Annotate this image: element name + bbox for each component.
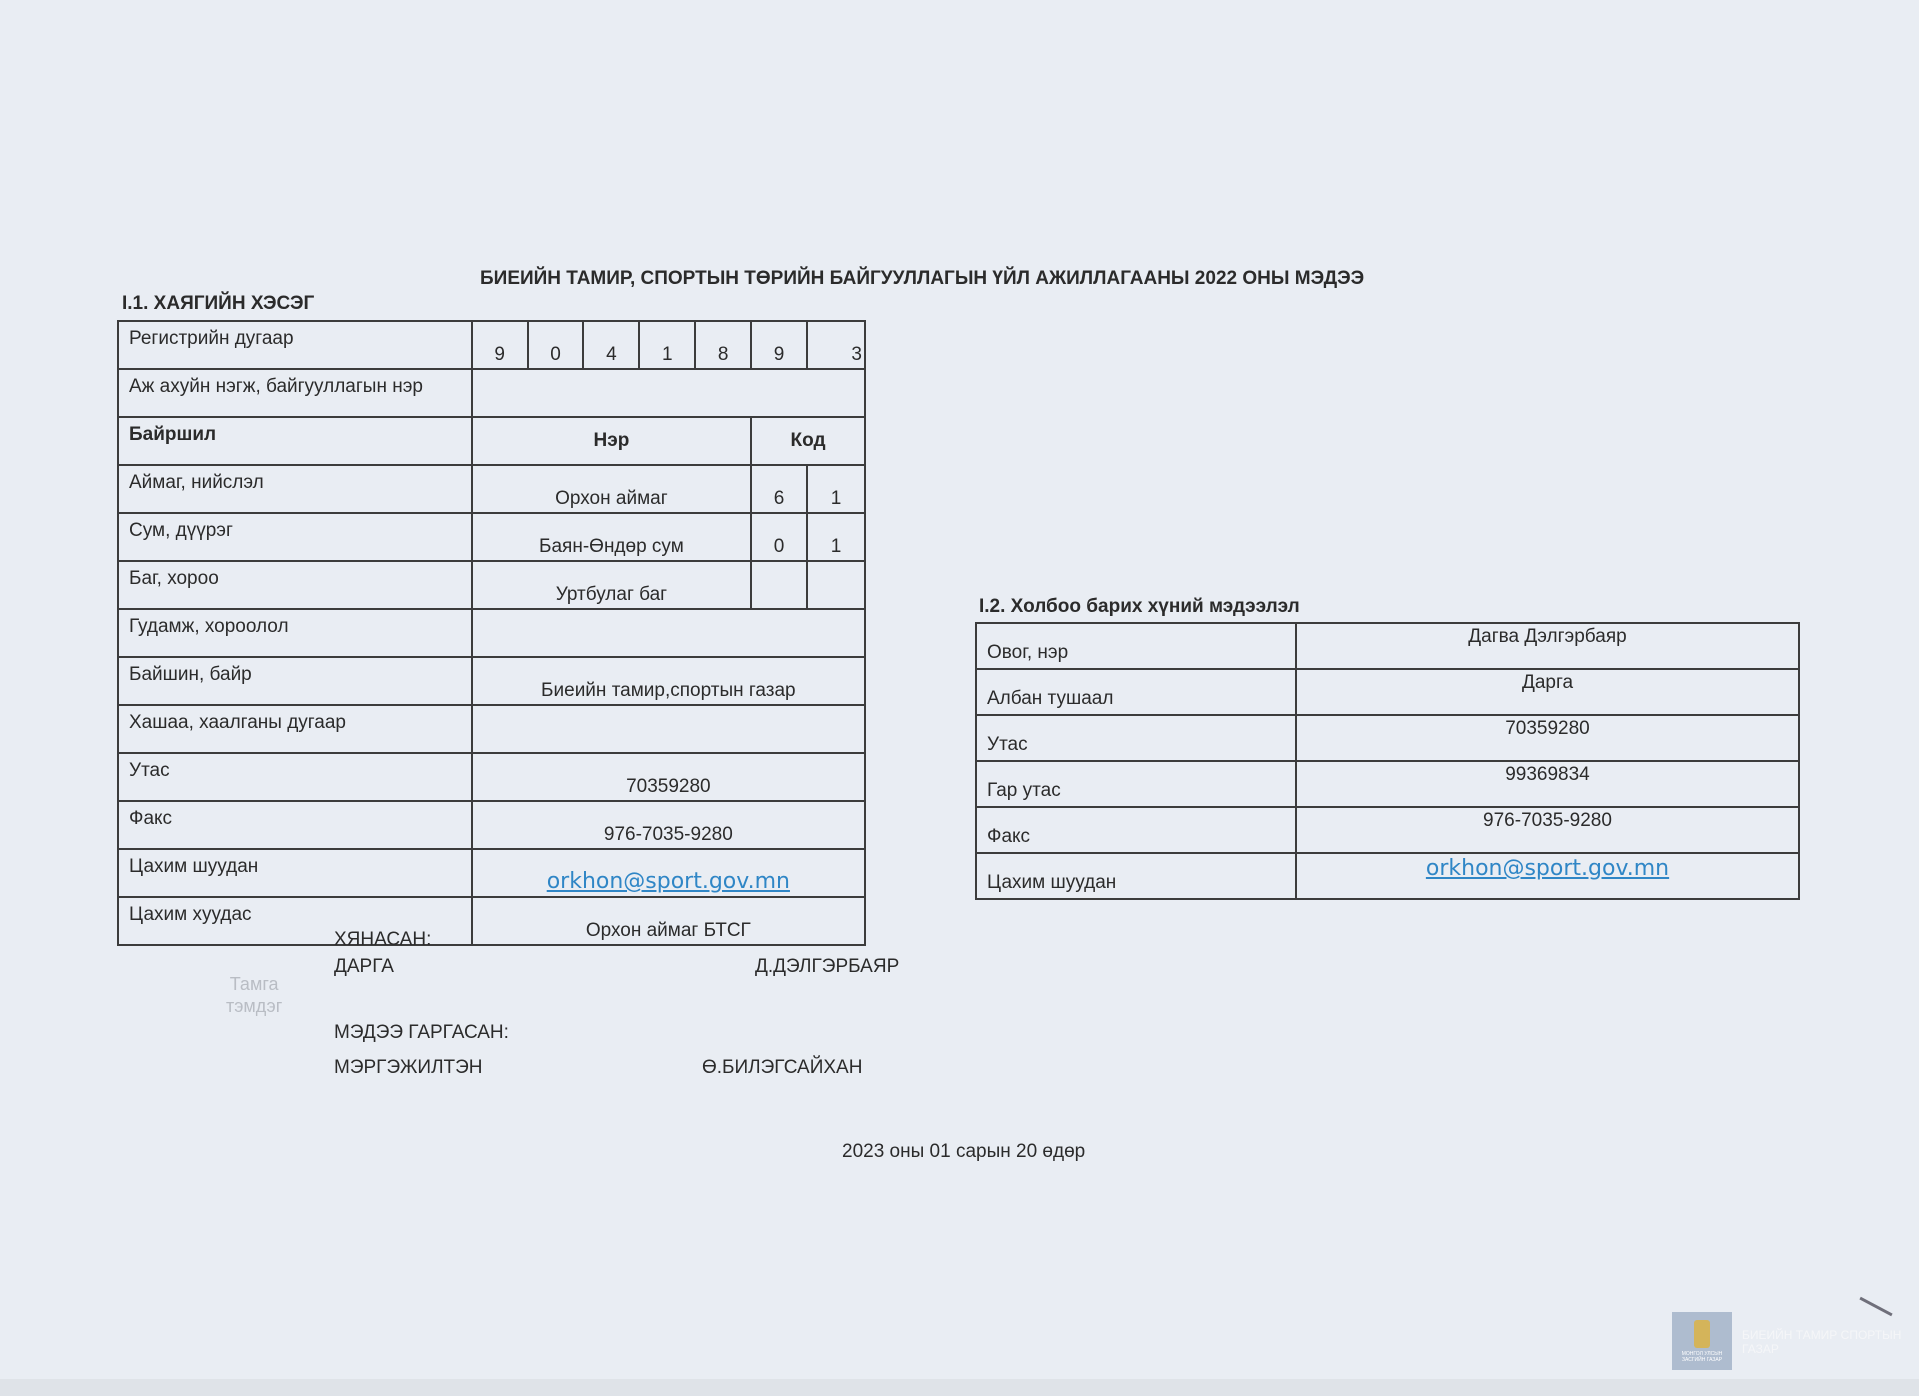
document-title: БИЕИЙН ТАМИР, СПОРТЫН ТӨРИЙН БАЙГУУЛЛАГЫН ҮЙЛ АЖИЛЛАГААНЫ 2022 ОНЫ МЭДЭЭ [480,268,1365,289]
contact-name-label: Овог, нэр [976,623,1296,669]
table-row [118,801,865,849]
phone-value: 70359280 [472,753,865,801]
contact-phone-value: 70359280 [1296,715,1799,761]
name-header: Нэр [472,417,751,465]
reg-digit: 9 [751,321,807,369]
sum-code-2: 1 [807,513,865,561]
table-row [118,513,865,561]
reg-digit: 0 [528,321,584,369]
building-value: Биеийн тамир,спортын газар [472,657,865,705]
address-table [117,320,866,946]
aimag-label: Аймаг, нийслэл [118,465,472,513]
email-label: Цахим шуудан [118,849,472,897]
reviewed-label: ХЯНАСАН: [334,929,432,950]
stamp-line: Тамга [229,974,279,994]
gate-label: Хашаа, хаалганы дугаар [118,705,472,753]
contact-name-value: Дагва Дэлгэрбаяр [1296,623,1799,669]
soyombo-emblem-icon [1694,1320,1710,1348]
fax-label: Факс [118,801,472,849]
scan-bottom-edge [0,1379,1919,1396]
reg-number-label: Регистрийн дугаар [118,321,472,369]
email-link[interactable]: orkhon@sport.gov.mn [546,869,790,894]
table-row [976,715,1799,761]
contact-table [975,622,1800,900]
table-row [976,761,1799,807]
sum-label: Сум, дүүрэг [118,513,472,561]
specialist-title: МЭРГЭЖИЛТЭН [334,1057,483,1078]
table-row [976,807,1799,853]
building-label: Байшин, байр [118,657,472,705]
table-row [118,705,865,753]
contact-position-label: Албан тушаал [976,669,1296,715]
table-row [118,609,865,657]
contact-fax-label: Факс [976,807,1296,853]
reg-digit: 1 [639,321,695,369]
table-row [118,561,865,609]
table-row [118,417,865,465]
table-row [118,321,865,369]
stamp-placeholder [226,973,282,1017]
table-row [118,897,865,945]
chief-name: Д.ДЭЛГЭРБАЯР [755,956,900,977]
table-row [976,853,1799,899]
org-name-value [472,369,865,417]
contact-position-value: Дарга [1296,669,1799,715]
section-contact-heading: I.2. Холбоо барих хүний мэдээлэл [979,596,1300,617]
table-row [118,753,865,801]
chief-title: ДАРГА [334,956,394,977]
prepared-label: МЭДЭЭ ГАРГАСАН: [334,1022,509,1043]
website-value: Орхон аймаг БТСГ [472,897,865,945]
table-row [118,369,865,417]
contact-email-cell [1296,853,1799,899]
location-label: Байршил [118,417,472,465]
pencil-mark [1859,1297,1892,1317]
stamp-line: тэмдэг [226,996,283,1016]
gate-value [472,705,865,753]
logo-caption: МОНГОЛ УЛСЫН ЗАСГИЙН ГАЗАР [1681,1350,1723,1363]
bag-code-1 [751,561,807,609]
org-name-label: Аж ахуйн нэгж, байгууллагын нэр [118,369,472,417]
aimag-value: Орхон аймаг [472,465,751,513]
reg-digit: 3 [807,321,865,369]
government-logo [1672,1312,1732,1370]
fax-value: 976-7035-9280 [472,801,865,849]
bag-code-2 [807,561,865,609]
contact-phone-label: Утас [976,715,1296,761]
table-row [976,669,1799,715]
contact-fax-value: 976-7035-9280 [1296,807,1799,853]
bag-value: Уртбулаг баг [472,561,751,609]
table-row [118,849,865,897]
document-date: 2023 оны 01 сарын 20 өдөр [842,1141,1086,1162]
bag-label: Баг, хороо [118,561,472,609]
aimag-code-2: 1 [807,465,865,513]
section-address-heading: I.1. ХАЯГИЙН ХЭСЭГ [122,293,315,314]
street-value [472,609,865,657]
table-row [976,623,1799,669]
reg-digit: 9 [472,321,528,369]
watermark-text: БИЕИЙН ТАМИР СПОРТЫН ГАЗАР [1742,1328,1902,1356]
contact-email-label: Цахим шуудан [976,853,1296,899]
specialist-name: Ө.БИЛЭГСАЙХАН [702,1057,863,1078]
website-label: Цахим хуудас [118,897,472,945]
street-label: Гудамж, хороолол [118,609,472,657]
sum-code-1: 0 [751,513,807,561]
reg-digit: 4 [583,321,639,369]
contact-email-link[interactable]: orkhon@sport.gov.mn [1425,856,1670,881]
email-cell [472,849,865,897]
contact-mobile-value: 99369834 [1296,761,1799,807]
phone-label: Утас [118,753,472,801]
table-row [118,657,865,705]
sum-value: Баян-Өндөр сум [472,513,751,561]
aimag-code-1: 6 [751,465,807,513]
contact-mobile-label: Гар утас [976,761,1296,807]
code-header: Код [751,417,865,465]
reg-digit: 8 [695,321,751,369]
table-row [118,465,865,513]
